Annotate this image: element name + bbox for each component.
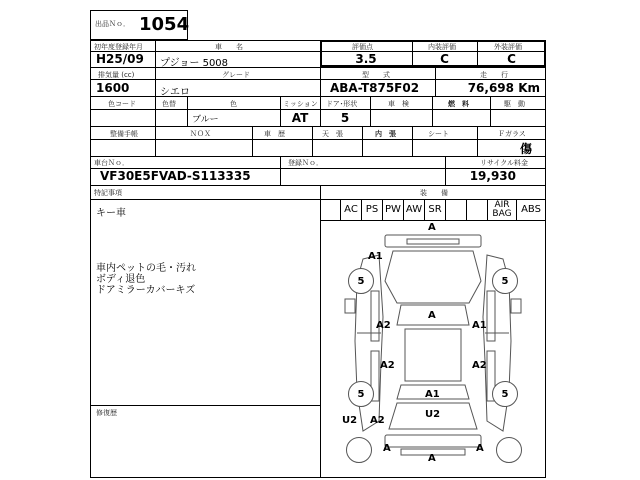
lot-label: 出品Ｎｏ． [95,20,130,28]
note-line-2: 車内ペットの毛・汚れ [96,263,196,274]
exterior-value: C [507,52,516,66]
wheel-rear-right-icon: 5 [492,381,518,407]
wheel-front-right-icon: 5 [492,268,518,294]
damage-trunk: U2 [425,409,441,420]
damage-bottom-left: A [383,443,391,454]
chassis-label: 車台Ｎｏ． [94,159,129,167]
damage-rear-bumper: A [428,453,436,464]
equipment-aw: AW [404,199,425,220]
damage-left-rear-corner: A2 [370,415,385,426]
year-value: H25/09 [96,52,144,66]
registration-label: 登録Ｎｏ． [288,159,323,167]
damage-right-rear-door: A2 [472,360,487,371]
roof-label: 天 張 [322,130,343,138]
drive-label: 駆 動 [504,100,525,108]
equipment-pw: PW [383,199,404,220]
color-code-label: 色コード [108,100,136,108]
model-label: 型 式 [362,71,390,79]
note-line-4: ドアミラーカバーキズ [96,285,196,296]
wheel-spare-left-icon [346,437,372,463]
equipment-blank [320,199,341,220]
equipment-sr: SR [425,199,446,220]
lot-number: 1054 [139,14,190,35]
model-value: ABA-T875F02 [330,81,420,95]
color-change-label: 色替 [162,100,176,108]
equipment-abs: ABS [521,204,541,215]
mission-value: AT [291,111,309,125]
damage-left-fender: A1 [368,251,383,262]
doors-label: ドア･形状 [326,100,358,108]
car-name-value: プジョー 5008 [160,58,229,69]
displacement-label: 排気量 (cc) [98,71,135,79]
manual-label: 整備手帳 [110,130,138,138]
color-value: ブルー [192,115,219,125]
nox-label: ＮＯＸ [190,130,211,138]
interior-label: 内装評価 [428,43,456,51]
damage-rear-window: A1 [425,389,440,400]
damage-front-bumper: A [428,222,436,233]
damage-bottom-right: A [476,443,484,454]
car-name-label: 車 名 [215,43,243,51]
mission-label: ミッション [283,100,318,108]
note-line-1: キー車 [96,208,126,219]
mileage-value: 76,698 Km [467,81,540,95]
fuel-label: 燃 料 [448,100,469,108]
damage-left-rear-door: A2 [380,360,395,371]
exterior-label: 外装評価 [494,43,522,51]
damage-left-quarter: U2 [342,415,358,426]
note-line-3: ボディ退色 [96,274,146,285]
recycle-label: リサイクル料金 [480,159,529,167]
chassis-value: VF30E5FVAD-S113335 [100,169,251,183]
grade-label: グレード [222,71,250,79]
equipment-ps: PS [362,199,383,220]
wheel-front-left-icon: 5 [348,268,374,294]
displacement-value: 1600 [96,81,130,95]
equipment-airbag: AIR BAG [488,199,517,220]
equipment-empty-2 [467,199,488,220]
glass-label: Ｆガラス [498,130,526,138]
wheel-spare-right-icon [496,437,522,463]
damage-right-front-door: A1 [472,320,487,331]
repair-history-label: 修復歴 [96,409,117,417]
equipment-header: 装 備 [420,189,448,197]
lot-box [90,10,188,40]
year-label: 初年度登録年月 [94,43,143,51]
interior-roof-label: 内 張 [375,130,396,138]
notes-header: 特記事項 [94,189,122,197]
color-label: 色 [230,100,237,108]
score-value: 3.5 [355,52,377,66]
seat-label: シート [428,130,449,138]
damage-hood: A [428,310,436,321]
interior-value: C [440,52,449,66]
mileage-label: 走 行 [480,71,508,79]
wheel-rear-left-icon: 5 [348,381,374,407]
score-label: 評価点 [352,43,373,51]
glass-value: 傷 [520,142,533,156]
equipment-empty-1 [446,199,467,220]
inspection-label: 車 検 [388,100,409,108]
damage-left-front-door: A2 [376,320,391,331]
equipment-ac: AC [341,199,362,220]
grade-value: シエロ [160,87,190,98]
recycle-value: 19,930 [469,169,516,183]
history-label: 車 歴 [264,130,285,138]
doors-value: 5 [340,111,350,125]
